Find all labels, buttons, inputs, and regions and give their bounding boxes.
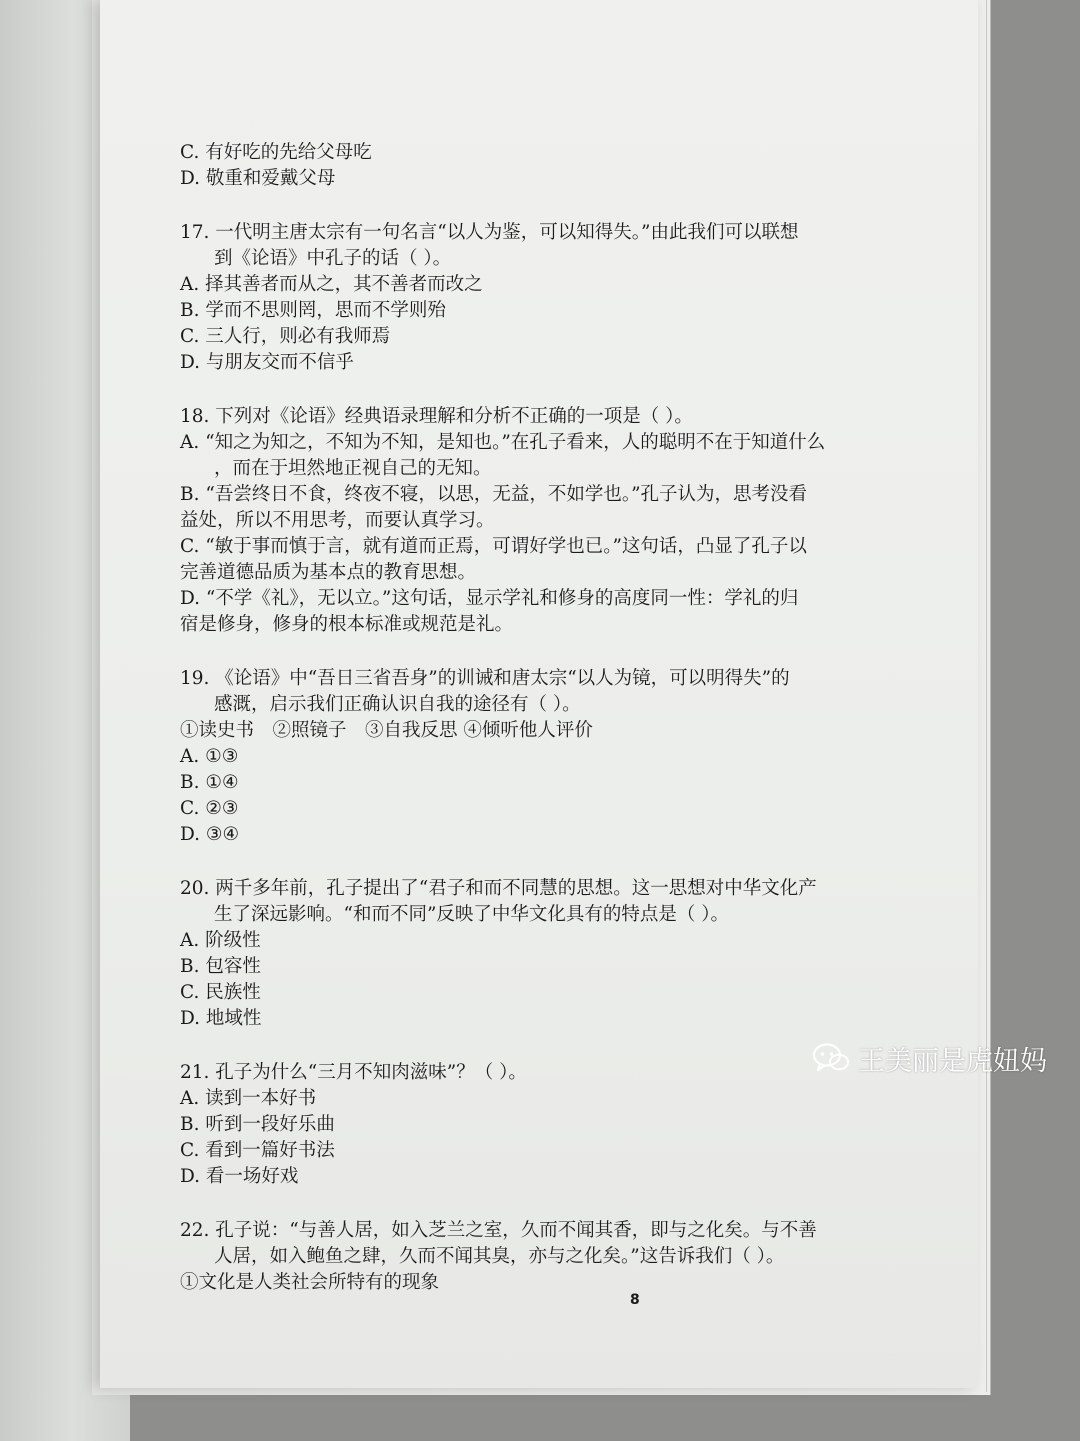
question-stem: 21. 孔子为什么“三月不知肉滋味”？（ ）。 xyxy=(180,1062,527,1083)
question-stem: 20. 两千多年前，孔子提出了“君子和而不同慧的思想。这一思想对中华文化产 xyxy=(180,878,817,899)
question-16-continuation xyxy=(180,140,880,192)
question-20 xyxy=(180,876,880,1032)
questions-block xyxy=(180,140,880,1316)
question-stem: 22. 孔子说：“与善人居，如入芝兰之室，久而不闻其香，即与之化矣。与不善 xyxy=(180,1220,817,1241)
question-22 xyxy=(180,1218,880,1296)
option-a: A. ①③ xyxy=(180,746,239,767)
question-stem: 19. 《论语》中“吾日三省吾身”的训诫和唐太宗“以人为镜，可以明得失”的 xyxy=(180,668,790,689)
page-number: 8 xyxy=(630,1292,640,1308)
option-d: D. 地域性 xyxy=(180,1008,262,1029)
watermark-text: 王美丽是虎妞妈 xyxy=(858,1045,1047,1077)
option-d-cont: 宿是修身，修身的根本标准或规范是礼。 xyxy=(180,614,514,635)
option-d: D. 敬重和爱戴父母 xyxy=(180,168,336,189)
option-a: A. 读到一本好书 xyxy=(180,1088,317,1109)
option-b: B. 学而不思则罔，思而不学则殆 xyxy=(180,300,446,321)
option-c: C. 看到一篇好书法 xyxy=(180,1140,335,1161)
question-items: ①读史书 ②照镜子 ③自我反思 ④倾听他人评价 xyxy=(180,720,593,741)
question-stem: 18. 下列对《论语》经典语录理解和分析不正确的一项是（ ）。 xyxy=(180,406,693,427)
option-c: C. 民族性 xyxy=(180,982,261,1003)
option-c-cont: 完善道德品质为基本点的教育思想。 xyxy=(180,562,477,583)
option-b: B. 包容性 xyxy=(180,956,261,977)
question-stem-cont: 感溉，启示我们正确认识自我的途径有（ ）。 xyxy=(214,694,581,715)
option-b: B. ①④ xyxy=(180,772,239,793)
question-17 xyxy=(180,220,880,376)
wechat-icon xyxy=(812,1042,850,1074)
option-a: A. 阶级性 xyxy=(180,930,261,951)
option-d: D. ③④ xyxy=(180,824,240,845)
question-items: ①文化是人类社会所特有的现象 xyxy=(180,1272,440,1293)
question-stem-cont: 生了深远影响。“和而不同”反映了中华文化具有的特点是（ ）。 xyxy=(214,904,730,925)
option-a-cont: ，而在于坦然地正视自己的无知。 xyxy=(214,458,492,479)
option-b: B. 听到一段好乐曲 xyxy=(180,1114,335,1135)
option-c: C. ②③ xyxy=(180,798,239,819)
wechat-watermark xyxy=(812,1036,1047,1080)
option-a: A. 择其善者而从之，其不善者而改之 xyxy=(180,274,483,295)
option-c: C. “敏于事而慎于言，就有道而正焉，可谓好学也已。”这句话，凸显了孔子以 xyxy=(180,536,807,557)
question-18 xyxy=(180,404,880,638)
option-b-cont: 益处，所以不用思考，而要认真学习。 xyxy=(180,510,495,531)
option-d: D. “不学《礼》，无以立。”这句话，显示学礼和修身的高度同一性：学礼的归 xyxy=(180,588,799,609)
option-d: D. 与朋友交而不信乎 xyxy=(180,352,354,373)
option-c: C. 有好吃的先给父母吃 xyxy=(180,142,372,163)
question-21 xyxy=(180,1060,880,1190)
option-d: D. 看一场好戏 xyxy=(180,1166,299,1187)
question-stem: 17. 一代明主唐太宗有一句名言“以人为鉴，可以知得失。”由此我们可以联想 xyxy=(180,222,799,243)
option-a: A. “知之为知之，不知为不知，是知也。”在孔子看来，人的聪明不在于知道什么 xyxy=(180,432,826,453)
question-stem-cont: 到《论语》中孔子的话（ ）。 xyxy=(214,248,452,269)
option-c: C. 三人行，则必有我师焉 xyxy=(180,326,391,347)
option-b: B. “吾尝终日不食，终夜不寝，以思，无益，不如学也。”孔子认为，思考没看 xyxy=(180,484,808,505)
question-19 xyxy=(180,666,880,848)
question-stem-cont: 人居，如入鲍鱼之肆，久而不闻其臭，亦与之化矣。”这告诉我们（ ）。 xyxy=(214,1246,785,1267)
